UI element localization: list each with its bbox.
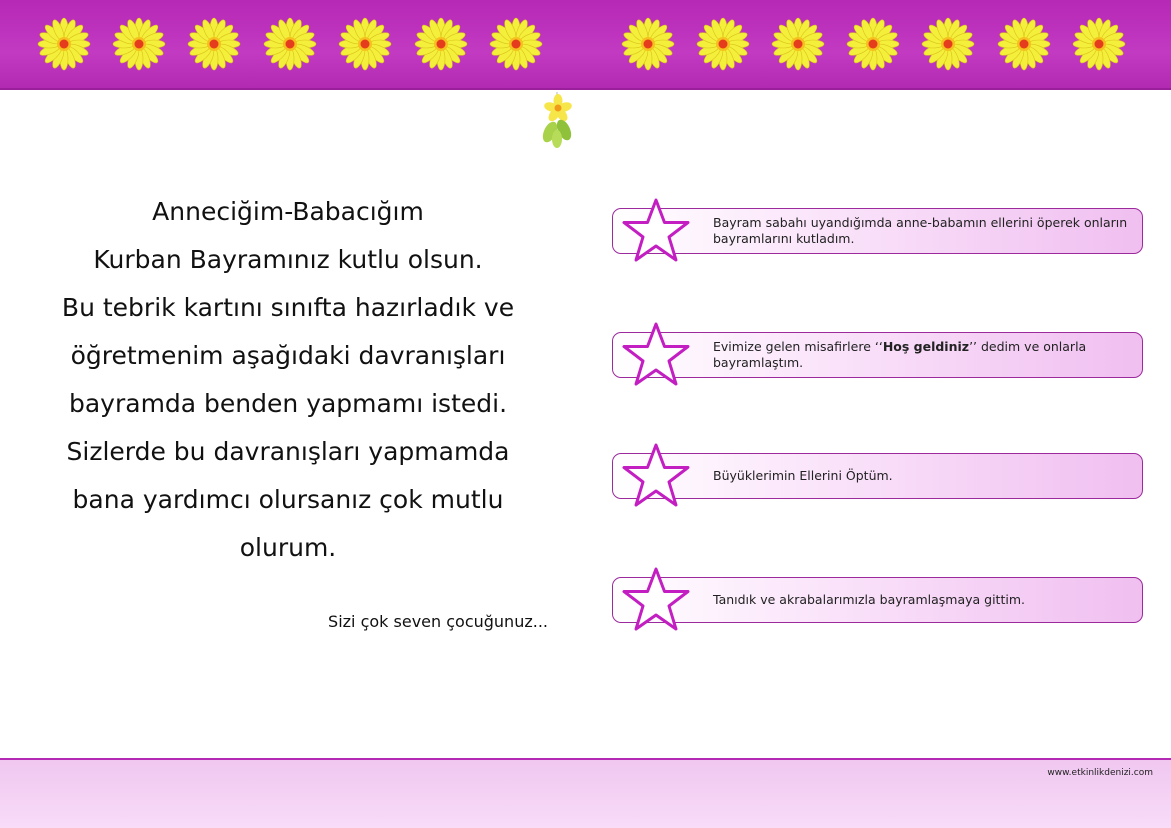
- letter-line: öğretmenim aşağıdaki davranışları: [70, 341, 506, 370]
- letter-line: Sizlerde bu davranışları yapmamda: [66, 437, 510, 466]
- task-text: Bayram sabahı uyandığımda anne-babamın ellerini öperek onların bayramlarını kutladım.: [713, 215, 1128, 246]
- daisy-flower-icon: [695, 16, 751, 72]
- daisy-flower-icon: [845, 16, 901, 72]
- daisy-flower-icon: [262, 16, 318, 72]
- letter-line: bana yardımcı olursanız çok mutlu: [72, 485, 504, 514]
- star-icon: [621, 442, 691, 508]
- letter-line: bayramda benden yapmamı istedi.: [68, 389, 508, 418]
- task-item-1: [612, 208, 1143, 254]
- footer-band: [0, 758, 1171, 828]
- website-link[interactable]: www.etkinlikdenizi.com: [1047, 768, 1153, 778]
- star-icon: [621, 197, 691, 263]
- daisy-flower-icon: [770, 16, 826, 72]
- daisy-flower-icon: [996, 16, 1052, 72]
- daisy-flower-icon: [1071, 16, 1127, 72]
- letter-line: olurum.: [239, 533, 337, 562]
- daisy-flower-icon: [620, 16, 676, 72]
- daisy-flower-icon: [186, 16, 242, 72]
- daisy-flower-icon: [36, 16, 92, 72]
- star-icon: [621, 321, 691, 387]
- letter-text: [18, 188, 558, 572]
- signature: Sizi çok seven çocuğunuz...: [328, 612, 548, 631]
- task-text-bold: Hoş geldiniz: [882, 339, 970, 354]
- task-item-2: [612, 332, 1143, 378]
- letter-line: Anneciğim-Babacığım: [152, 197, 424, 226]
- task-text: Evimize gelen misafirlere ‘‘Hoş geldiniz’’ dedim ve onlarla bayramlaştım.: [713, 339, 1087, 370]
- star-icon: [621, 566, 691, 632]
- daisy-flower-icon: [920, 16, 976, 72]
- letter-line: Bu tebrik kartını sınıfta hazırladık ve: [61, 293, 515, 322]
- daisy-flower-icon: [413, 16, 469, 72]
- hanging-flower-icon: [536, 92, 578, 148]
- task-item-3: [612, 453, 1143, 499]
- header-band: [0, 0, 1171, 90]
- daisy-flower-icon: [337, 16, 393, 72]
- task-item-4: [612, 577, 1143, 623]
- task-text: Büyüklerimin Ellerini Öptüm.: [713, 468, 893, 483]
- task-text: Tanıdık ve akrabalarımızla bayramlaşmaya gittim.: [713, 592, 1025, 607]
- daisy-flower-icon: [111, 16, 167, 72]
- daisy-flower-icon: [488, 16, 544, 72]
- letter-line: Kurban Bayramınız kutlu olsun.: [93, 245, 483, 274]
